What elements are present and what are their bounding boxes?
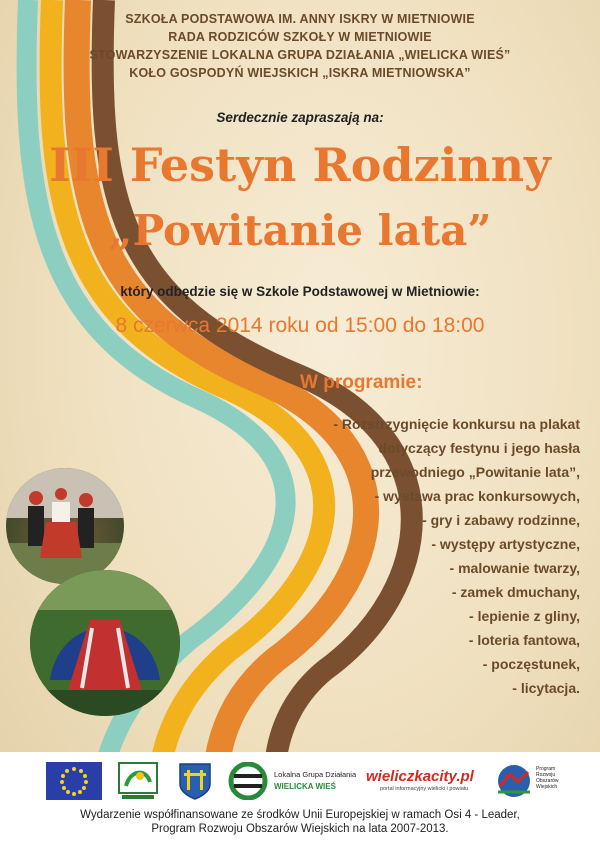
lgd-logo-line-2: WIELICKA WIEŚ: [274, 782, 336, 791]
prow-logo: [494, 762, 570, 800]
sponsor-footer: [0, 752, 600, 848]
organizer-line-4: KOŁO GOSPODYŃ WIEJSKICH „ISKRA MIETNIOWSKA”: [129, 66, 471, 80]
program-item: - zamek dmuchany,: [451, 584, 580, 600]
eu-flag-logo: [46, 762, 102, 800]
event-title: III Festyn Rodzinny: [49, 138, 551, 192]
bouncy-castle-photo: [30, 570, 180, 716]
event-place: który odbędzie się w Szkole Podstawowej w Mietniowie:: [120, 284, 480, 299]
program-item: dotyczący festynu i jego hasła: [378, 440, 580, 456]
teal-stripe: [27, 0, 286, 848]
wieliczkacity-text: wieliczkacity.pl: [366, 768, 474, 785]
program-item: - gry i zabawy rodzinne,: [422, 512, 580, 528]
organizer-line-1: SZKOŁA PODSTAWOWA IM. ANNY ISKRY W MIETNIOWIE: [125, 12, 475, 26]
organizer-line-2: RADA RODZICÓW SZKOŁY W MIETNIOWIE: [168, 30, 432, 44]
funding-note-line-2: Program Rozwoju Obszarów Wiejskich na lata 2007-2013.: [151, 823, 449, 835]
organizer-line-3: STOWARZYSZENIE LOKALNA GRUPA DZIAŁANIA „WIELICKA WIEŚ”: [89, 48, 511, 62]
funding-note-line-1: Wydarzenie współfinansowane ze środków Unii Europejskiej w ramach Osi 4 - Leader,: [80, 809, 520, 821]
leader-logo: [118, 762, 158, 800]
invitation-text: Serdecznie zapraszają na:: [216, 110, 384, 125]
gmina-coat-of-arms-logo: [178, 762, 212, 800]
event-subtitle: „Powitanie lata”: [108, 206, 492, 255]
lgd-wielicka-wies-logo: [226, 762, 356, 800]
program-item: - wystawa prac konkursowych,: [374, 488, 580, 504]
funding-note: [0, 808, 600, 836]
program-item: - lepienie z gliny,: [469, 608, 580, 624]
dancers-photo: [6, 468, 124, 584]
prow-logo-text: Program Rozwoju Obszarów Wiejskich: [536, 766, 559, 790]
program-item: - licytacja.: [512, 680, 580, 696]
event-date: 8 czerwca 2014 roku od 15:00 do 18:00: [115, 314, 485, 337]
program-item: - poczęstunek,: [482, 656, 580, 672]
wieliczkacity-subtext: portal informacyjny wielicki i powiatu: [380, 786, 469, 792]
program-item: - Rozstrzygnięcie konkursu na plakat: [333, 416, 580, 432]
lgd-logo-line-1: Lokalna Grupa Działania: [274, 770, 357, 779]
wieliczkacity-logo: [366, 762, 482, 800]
program-item: - loteria fantowa,: [468, 632, 580, 648]
program-item: przewodniego „Powitanie lata”,: [370, 464, 580, 480]
program-list: [260, 412, 580, 700]
program-item: - występy artystyczne,: [431, 536, 580, 552]
program-item: - malowanie twarzy,: [449, 560, 580, 576]
program-heading: W programie:: [300, 372, 423, 393]
